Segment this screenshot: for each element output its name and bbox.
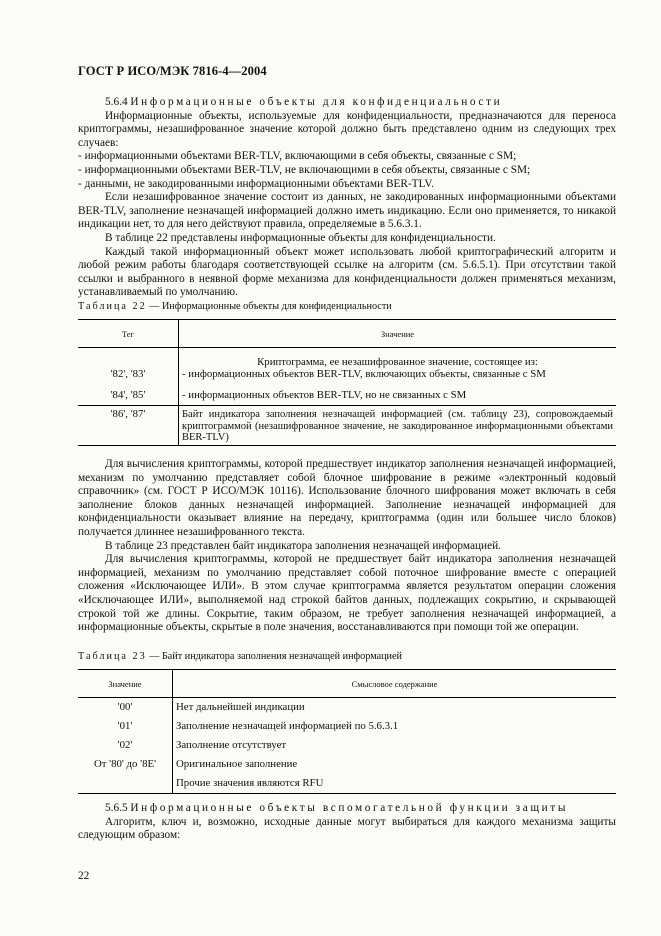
- value-cell: От '80' до '8E': [78, 755, 173, 774]
- table-row: [78, 755, 616, 774]
- value-cell: - информационных объектов BER-TLV, включающих объекты, связанные с SM: [182, 367, 546, 380]
- caption-label: Таблица 22: [78, 301, 147, 312]
- meaning-cell: Заполнение отсутствует: [176, 739, 287, 751]
- value-cell: '02': [78, 736, 173, 755]
- caption-text: — Информационные объекты для конфиденциальности: [146, 301, 392, 312]
- section-heading: [78, 96, 616, 110]
- section-heading: [78, 802, 616, 816]
- table-22-caption: [78, 301, 392, 312]
- section-number: 5.6.4: [105, 96, 128, 108]
- section-number: 5.6.5: [105, 802, 128, 814]
- value-cell: - информационных объектов BER-TLV, но не связанных с SM: [182, 388, 467, 401]
- table-row: [78, 717, 616, 736]
- paragraph: В таблице 23 представлен байт индикатора заполнения незначащей информацией.: [105, 539, 501, 552]
- document-header: ГОСТ Р ИСО/МЭК 7816-4—2004: [78, 64, 267, 78]
- table-22: [78, 319, 616, 446]
- paragraph: Для вычисления криптограммы, которой не предшествует байт индикатора заполнения незначащей информацией, механизм по умолчанию представляет собой поточное шифрование вместе с операцией сложения «Исключающее ИЛИ». В этом случае криптограмма является результатом операции сложения «Исключающее ИЛИ», выполняемой над строкой байтов данных, подлежащих сокрытию, и скрывающей строкой той же длины. Сокрытие, таким образом, не требует заполнения незначащей информацией, а информационные объекты, скрытые в поле значения, восстанавливаются при помощи той же операции.: [78, 553, 616, 634]
- table-header-row: [78, 320, 616, 348]
- col-meaning-header: Смысловое содержание: [173, 670, 617, 698]
- paragraph: Для вычисления криптограммы, которой предшествует индикатор заполнения незначащей информацией, механизм по умолчанию представляет собой блочное шифрование в режиме «электронный кодовый справочник» (см. ГОСТ Р ИСО/МЭК 10116). Использование блочного шифрования может включать в себя заполнение блоков данных незначащей информацией. Заполнение незначащей информацией для конфиденциальности оказывает влияние на передачу, криптограмма (один или большее число блоков) получается длиннее незашифрованного текста.: [78, 458, 616, 538]
- value-cell: '00': [78, 698, 173, 717]
- caption-text: — Байт индикатора заполнения незначащей информацией: [146, 651, 402, 662]
- meaning-cell: Оригинальное заполнение: [176, 758, 298, 770]
- value-cell: [78, 774, 173, 794]
- col-value-header: Значение: [179, 320, 617, 348]
- page-number: 22: [78, 870, 90, 882]
- section-5-6-5: [78, 802, 616, 843]
- paragraph: Алгоритм, ключ и, возможно, исходные данные могут выбираться для каждого механизма защиты следующим образом:: [78, 815, 616, 842]
- intro-cell: Криптограмма, ее незашифрованное значение, состоящее из:: [257, 355, 538, 368]
- tag-cell: '84', '85': [78, 385, 179, 406]
- table-row: [78, 368, 616, 385]
- table-row: [78, 406, 616, 446]
- col-tag-header: Тег: [78, 320, 179, 348]
- list-item: - данными, не закодированными информационными объектами BER-TLV.: [78, 177, 434, 190]
- meaning-cell: Прочие значения являются RFU: [173, 774, 617, 794]
- col-value-header: Значение: [78, 670, 173, 698]
- table-row: [78, 385, 616, 406]
- caption-label: Таблица 23: [78, 651, 147, 662]
- table-header-row: [78, 670, 616, 698]
- section-5-6-4: [78, 96, 616, 300]
- meaning-cell: Нет дальнейшей индикации: [176, 701, 305, 714]
- paragraph: Информационные объекты, используемые для конфиденциальности, предназначаются для переноса криптограммы, незашифрованное значение которой должно быть представлено одним из следующих трех случаев:: [78, 109, 616, 149]
- list-item: - информационными объектами BER-TLV, включающими в себя объекты, связанные с SM;: [78, 150, 517, 163]
- paragraph: В таблице 22 представлены информационные объекты для конфиденциальности.: [105, 231, 496, 244]
- table-row: [78, 736, 616, 755]
- tag-cell: '86', '87': [78, 406, 179, 446]
- table-row: [78, 774, 616, 794]
- table-23-caption: [78, 651, 402, 662]
- table-row: [78, 348, 616, 368]
- paragraph: Если незашифрованное значение состоит из данных, не закодированных информационными объектами BER-TLV, заполнение незначащей информацией должно иметь индикацию. Если оно применяется, то никакой индикации нет, то для него действуют правила, определяемые в 5.6.3.1.: [78, 191, 616, 231]
- section-title: Информационные объекты для конфиденциальности: [130, 96, 503, 108]
- list-item: - информационными объектами BER-TLV, не включающими в себя объекты, связанные с SM;: [78, 163, 531, 176]
- table-23: [78, 669, 616, 794]
- value-cell: Байт индикатора заполнения незначащей информацией (см. таблицу 23), сопровождаемый криптограммой (незашифрованное значение, не закодированное информационными объектами BER-TLV): [179, 406, 617, 446]
- paragraph: Каждый такой информационный объект может использовать любой криптографический алгоритм и любой режим работы благодаря соответствующей ссылке на алгоритм (см. 5.6.5.1). При отсутствии такой ссылки и выбранного в неявной форме механизма для конфиденциальности должен применяться механизм, устанавливаемый по умолчанию.: [78, 245, 616, 299]
- meaning-cell: Заполнение незначащей информацией по 5.6.3.1: [176, 720, 399, 732]
- mid-text: [78, 458, 616, 635]
- value-cell: '01': [78, 717, 173, 736]
- section-title: Информационные объекты вспомогательной функции защиты: [130, 802, 569, 814]
- table-row: [78, 698, 616, 717]
- tag-cell: '82', '83': [78, 368, 179, 385]
